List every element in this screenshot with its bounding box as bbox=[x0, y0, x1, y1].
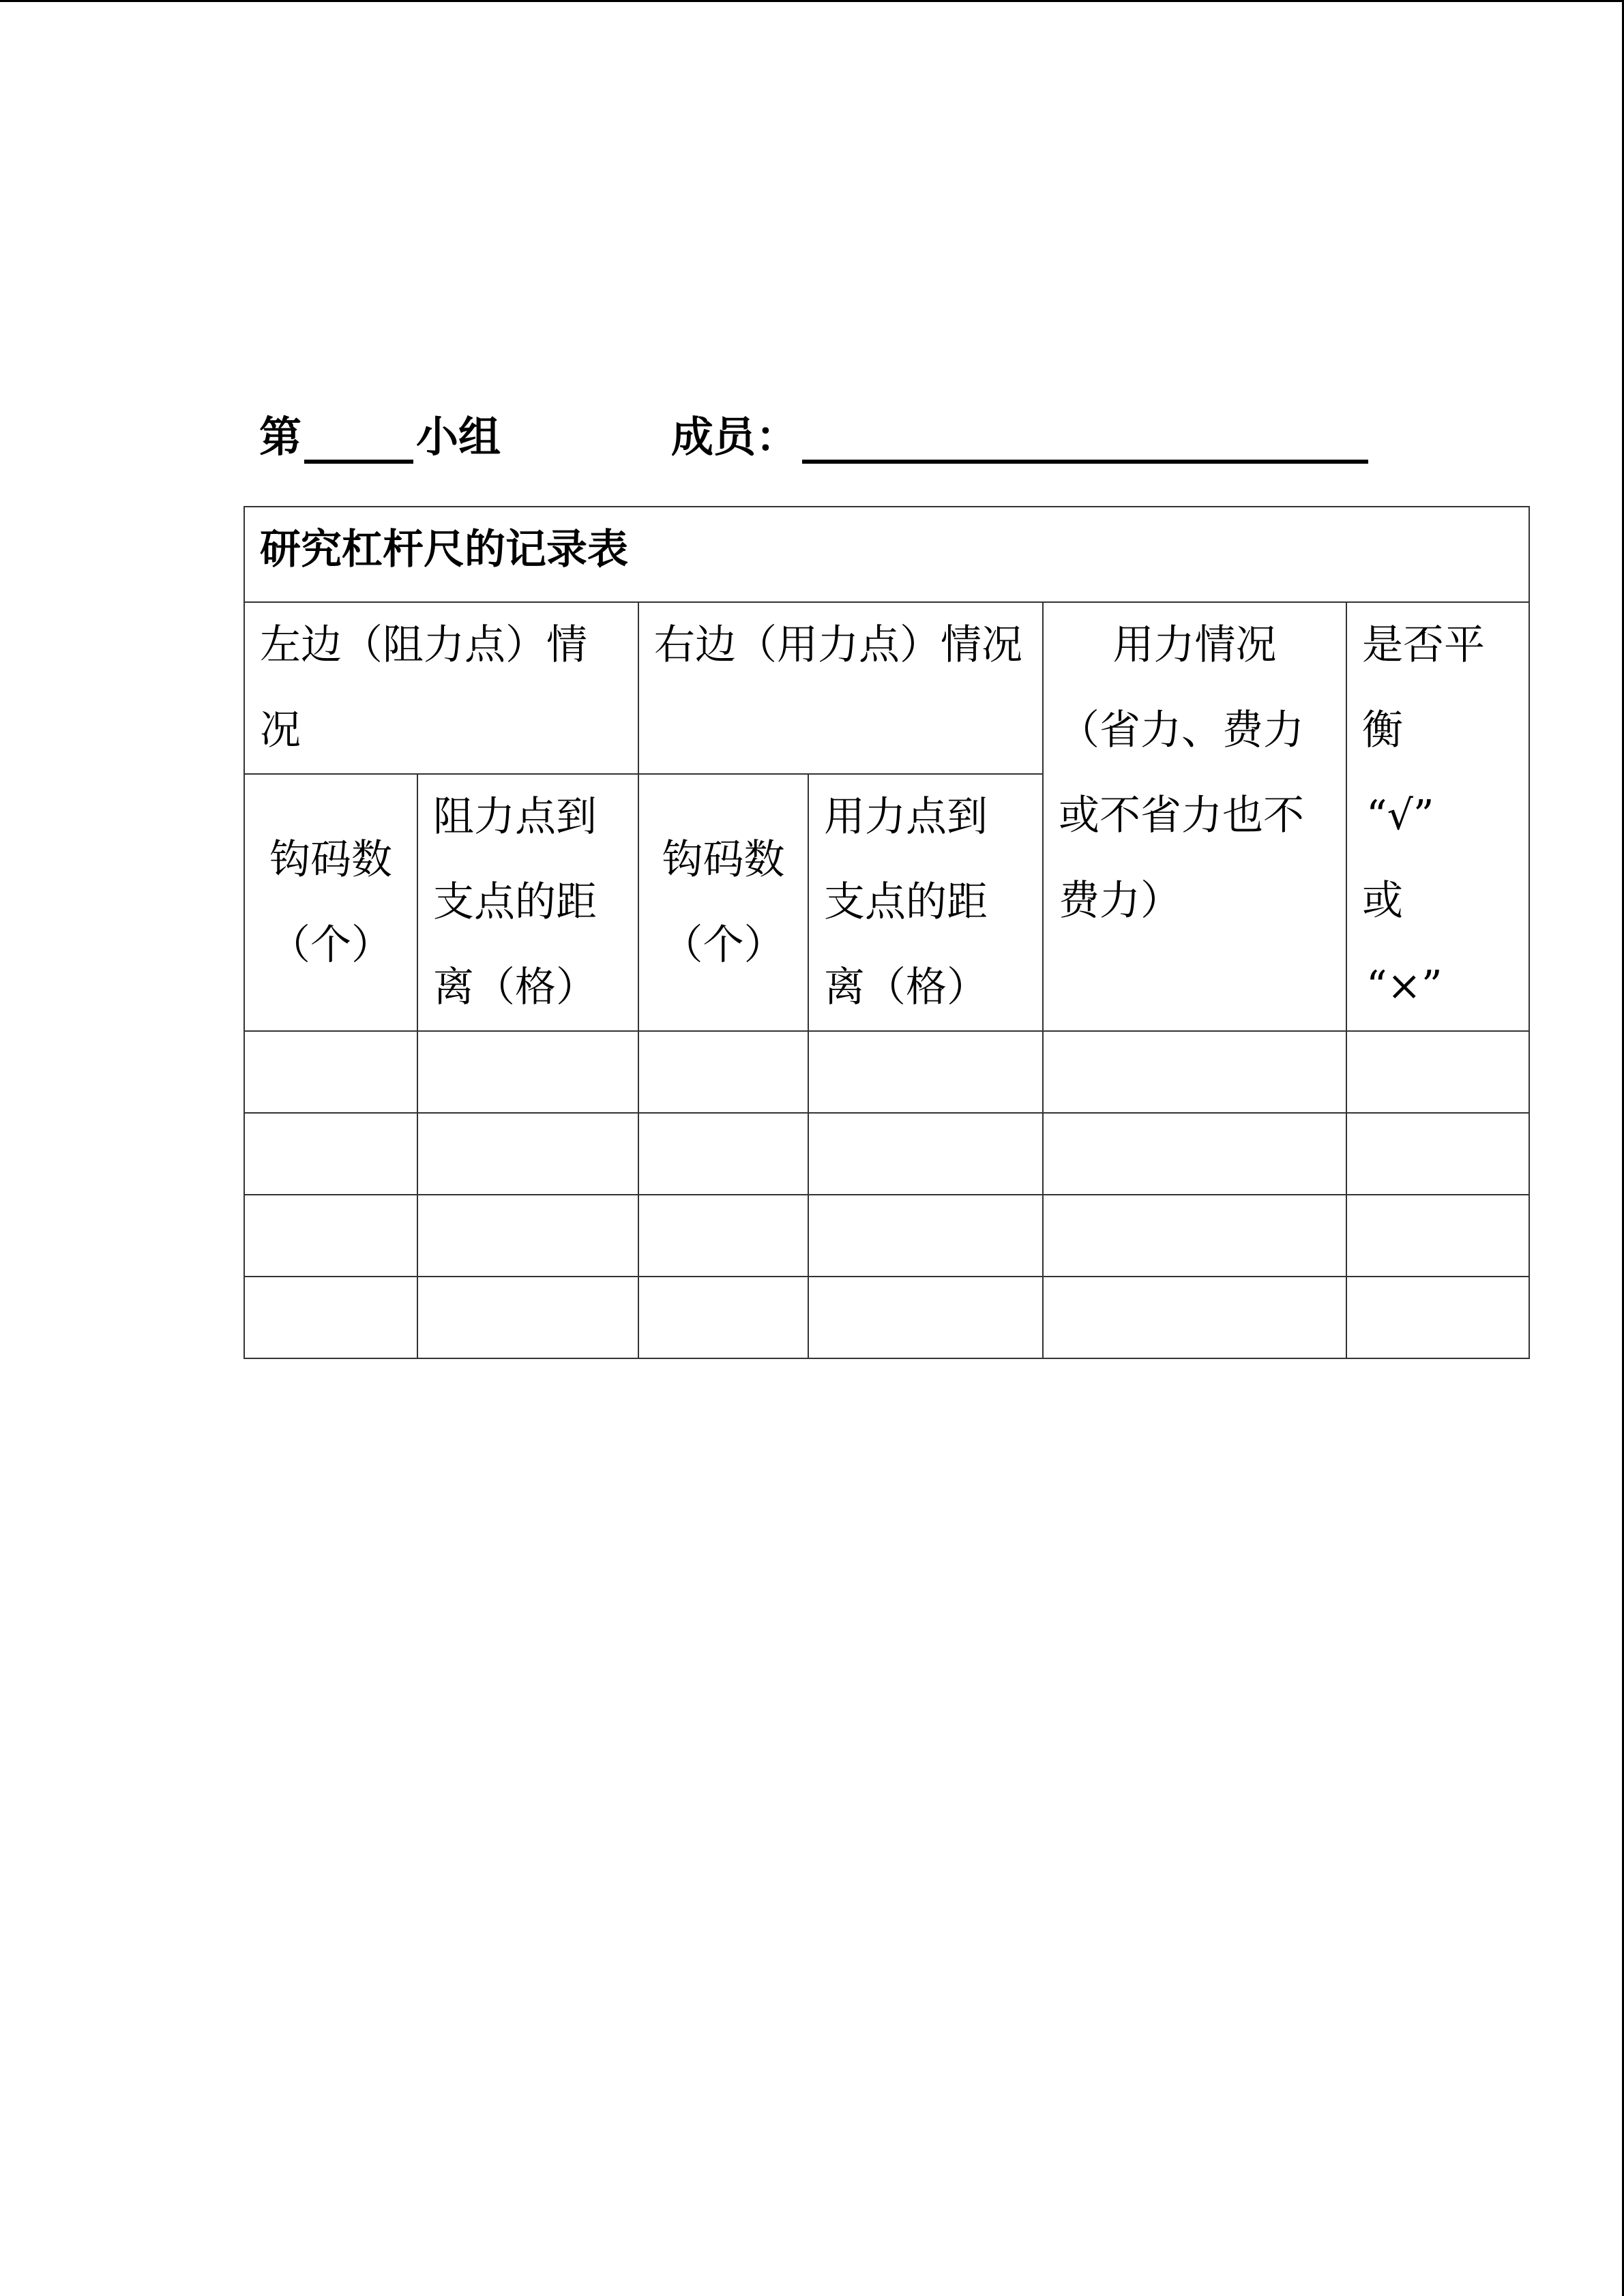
force-header-options: （省力、费力或不省力也不费力） bbox=[1059, 706, 1304, 925]
table-cell[interactable] bbox=[417, 1195, 638, 1277]
page-top-border bbox=[0, 0, 1624, 2]
table-cell[interactable] bbox=[638, 1031, 808, 1113]
balance-header bbox=[1346, 602, 1529, 1031]
lever-record-table bbox=[243, 506, 1530, 1359]
table-cell[interactable] bbox=[1346, 1031, 1529, 1113]
table-cell[interactable] bbox=[1043, 1277, 1346, 1358]
table-cell[interactable] bbox=[808, 1277, 1043, 1358]
table-cell[interactable] bbox=[1043, 1113, 1346, 1195]
force-header-title: 用力情况 bbox=[1112, 621, 1277, 669]
balance-header-title: 是否平衡 bbox=[1362, 621, 1485, 754]
members-label: 成员： bbox=[671, 412, 799, 462]
right-side-header: 右边（用力点）情况 bbox=[638, 602, 1043, 774]
group-suffix: 小组 bbox=[416, 412, 501, 462]
left-count-header: 钩码数（个） bbox=[244, 774, 417, 1031]
table-cell[interactable] bbox=[638, 1195, 808, 1277]
table-cell[interactable] bbox=[1346, 1113, 1529, 1195]
group-header bbox=[259, 402, 1368, 464]
table-cell[interactable] bbox=[417, 1031, 638, 1113]
group-number-blank[interactable] bbox=[304, 419, 413, 464]
balance-check-mark: “√” bbox=[1366, 792, 1434, 839]
table-cell[interactable] bbox=[638, 1277, 808, 1358]
table-cell[interactable] bbox=[808, 1195, 1043, 1277]
table-cell[interactable] bbox=[638, 1113, 808, 1195]
table-row bbox=[244, 1031, 1529, 1113]
balance-cross-mark: “×” bbox=[1366, 962, 1443, 1010]
balance-or: 或 bbox=[1362, 877, 1403, 925]
table-cell[interactable] bbox=[1043, 1031, 1346, 1113]
table-row bbox=[244, 1195, 1529, 1277]
table-cell[interactable] bbox=[808, 1113, 1043, 1195]
table-cell[interactable] bbox=[244, 1277, 417, 1358]
table-row bbox=[244, 1113, 1529, 1195]
left-side-header: 左边（阻力点）情况 bbox=[244, 602, 638, 774]
table-cell[interactable] bbox=[1346, 1277, 1529, 1358]
table-cell[interactable] bbox=[417, 1277, 638, 1358]
table-cell[interactable] bbox=[244, 1195, 417, 1277]
group-prefix: 第 bbox=[259, 412, 302, 462]
table-cell[interactable] bbox=[1043, 1195, 1346, 1277]
right-distance-header: 用力点到支点的距离（格） bbox=[808, 774, 1043, 1031]
left-distance-header: 阻力点到支点的距离（格） bbox=[417, 774, 638, 1031]
right-count-header: 钩码数（个） bbox=[638, 774, 808, 1031]
table-cell[interactable] bbox=[244, 1113, 417, 1195]
table-cell[interactable] bbox=[244, 1031, 417, 1113]
table-cell[interactable] bbox=[808, 1031, 1043, 1113]
table-cell[interactable] bbox=[417, 1113, 638, 1195]
table-title: 研究杠杆尺的记录表 bbox=[244, 507, 1529, 602]
force-header bbox=[1043, 602, 1346, 1031]
table-cell[interactable] bbox=[1346, 1195, 1529, 1277]
table-row bbox=[244, 1277, 1529, 1358]
members-blank[interactable] bbox=[802, 419, 1368, 464]
